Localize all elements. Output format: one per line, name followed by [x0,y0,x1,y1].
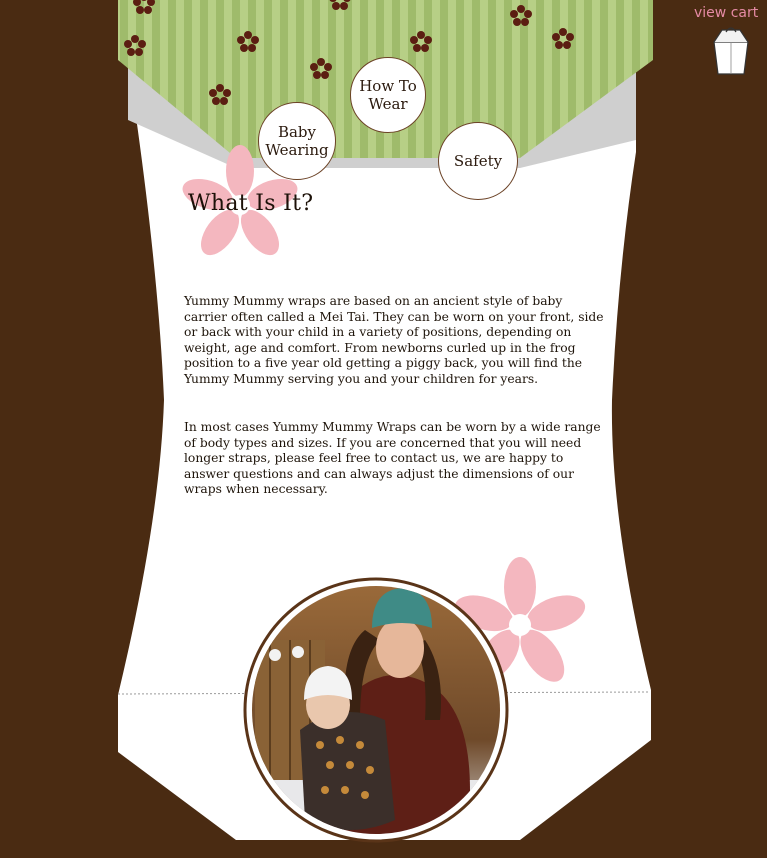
nav-safety[interactable] [438,122,518,200]
takeout-box-icon[interactable] [706,24,756,76]
nav-baby-wearing[interactable] [258,102,336,180]
nav-how-to-wear[interactable] [350,57,426,133]
intro-paragraph: Yummy Mummy wraps are based on an ancient style of baby carrier often called a Mei Tai. They can be worn on your front, side or back with your child in a variety of positions, depending on weight, age and comfort. From newborns curled up in the frog position to a five year old getting a piggy back, you will find the Yummy Mummy serving you and your children for years. [184,294,604,386]
view-cart-link[interactable]: view cart [694,5,759,21]
page-title: What Is It? [188,191,314,216]
nav-how-to-wear-label: How To Wear [359,77,417,113]
nav-baby-wearing-label: Baby Wearing [265,123,329,159]
sizing-paragraph: In most cases Yummy Mummy Wraps can be worn by a wide range of body types and sizes. If you are concerned that you will need longer straps, please feel free to contact us, we are happy to answer questions and can always adjust the dimensions of our wraps when necessary. [184,420,601,497]
nav-safety-label: Safety [453,152,503,170]
